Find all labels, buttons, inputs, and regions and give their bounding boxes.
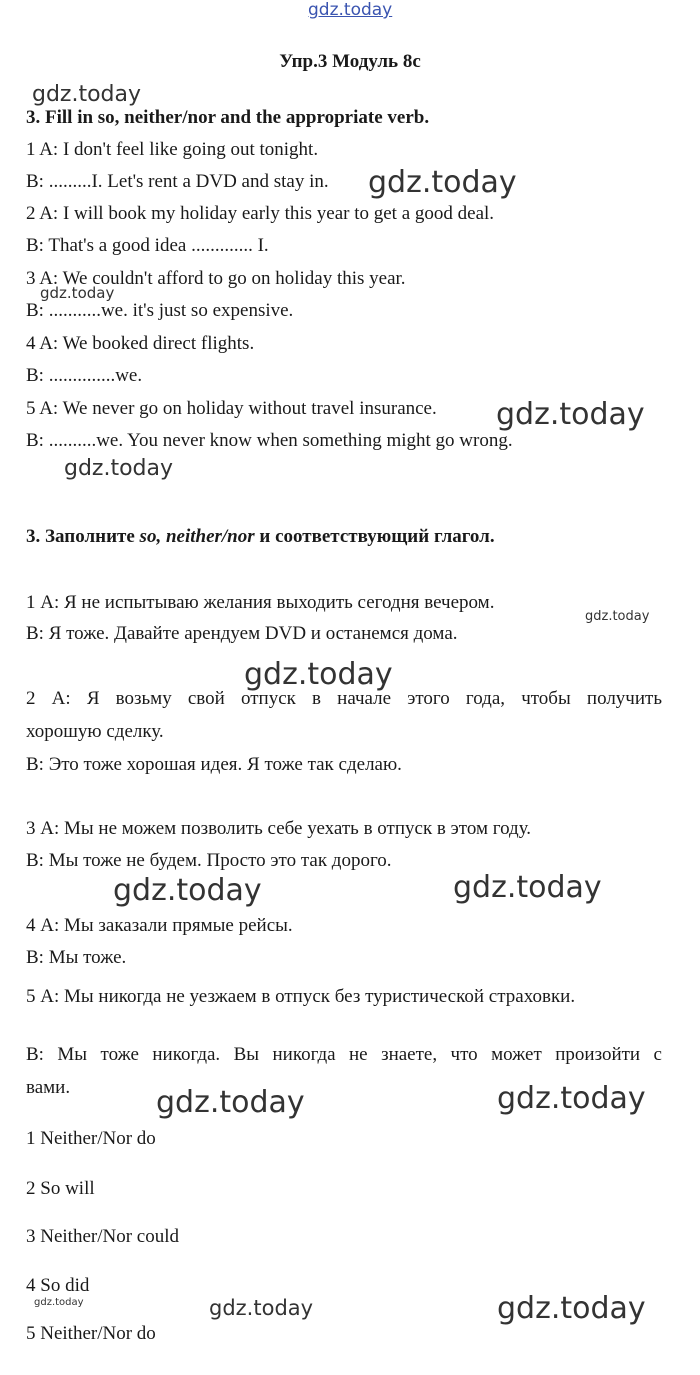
english-heading: 3. Fill in so, neither/nor and the appropriate verb. <box>26 107 430 128</box>
russian-heading-start: 3. Заполните <box>26 526 140 547</box>
watermark: gdz.today <box>64 456 174 481</box>
watermark: gdz.today <box>368 165 517 200</box>
russian-line: вами. <box>26 1077 71 1098</box>
russian-line: В: Мы тоже никогда. Вы никогда не знаете, что может произойти с <box>26 1044 662 1065</box>
answer-item: 2 So will <box>26 1178 95 1199</box>
watermark-top[interactable]: gdz.today <box>308 0 393 20</box>
english-line: B: ..............we. <box>26 365 143 386</box>
english-line: B: That's a good idea ............. I. <box>26 235 269 256</box>
english-line: 1 A: I don't feel like going out tonight. <box>26 139 319 160</box>
english-line: B: ...........we. it's just so expensive. <box>26 300 294 321</box>
watermark: gdz.today <box>156 1085 305 1120</box>
russian-line: В: Мы тоже. <box>26 947 127 968</box>
watermark: gdz.today <box>113 873 262 908</box>
english-line: 4 A: We booked direct flights. <box>26 333 255 354</box>
answer-item: 3 Neither/Nor could <box>26 1226 180 1247</box>
english-line: 5 A: We never go on holiday without travel insurance. <box>26 398 437 419</box>
russian-line: хорошую сделку. <box>26 721 164 742</box>
english-line: 2 A: I will book my holiday early this year to get a good deal. <box>26 203 495 224</box>
watermark: gdz.today <box>244 657 393 692</box>
russian-heading <box>26 525 495 549</box>
english-line: B: ..........we. You never know when something might go wrong. <box>26 430 513 451</box>
watermark: gdz.today <box>497 1291 646 1326</box>
english-line: 3 A: We couldn't afford to go on holiday this year. <box>26 268 406 289</box>
watermark: gdz.today <box>32 82 142 107</box>
russian-heading-end: и соответствующий глагол. <box>254 526 495 547</box>
russian-heading-emphasis: so, neither/nor <box>139 526 255 547</box>
watermark: gdz.today <box>34 1297 84 1308</box>
watermark: gdz.today <box>497 1081 646 1116</box>
watermark: gdz.today <box>453 870 602 905</box>
answer-item: 4 So did <box>26 1275 90 1296</box>
english-line: B: .........I. Let's rent a DVD and stay in. <box>26 171 329 192</box>
russian-line: 1 А: Я не испытываю желания выходить сегодня вечером. <box>26 592 495 613</box>
russian-line: 5 А: Мы никогда не уезжаем в отпуск без туристической страховки. <box>26 986 576 1007</box>
russian-line: В: Это тоже хорошая идея. Я тоже так сделаю. <box>26 754 402 775</box>
answer-item: 5 Neither/Nor do <box>26 1323 156 1344</box>
watermark: gdz.today <box>496 397 645 432</box>
page-title: Упр.3 Модуль 8c <box>279 51 421 72</box>
watermark: gdz.today <box>585 609 650 624</box>
russian-line: 2 А: Я возьму свой отпуск в начале этого года, чтобы получить <box>26 688 662 709</box>
russian-line: 3 А: Мы не можем позволить себе уехать в отпуск в этом году. <box>26 818 532 839</box>
watermark: gdz.today <box>40 284 115 302</box>
russian-line: В: Мы тоже не будем. Просто это так дорого. <box>26 850 392 871</box>
watermark: gdz.today <box>209 1296 314 1320</box>
answer-item: 1 Neither/Nor do <box>26 1128 156 1149</box>
russian-line: В: Я тоже. Давайте арендуем DVD и останемся дома. <box>26 623 458 644</box>
russian-line: 4 А: Мы заказали прямые рейсы. <box>26 915 293 936</box>
